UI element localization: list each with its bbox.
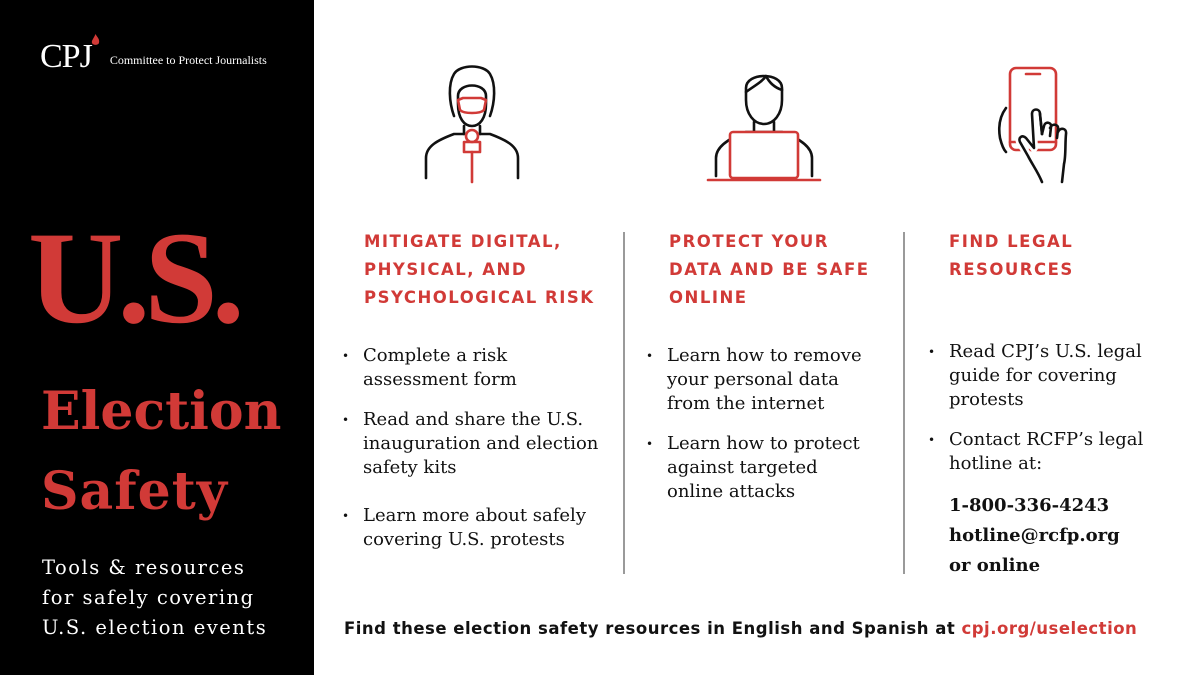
footer <box>344 617 1137 641</box>
list-item-targeted-attacks[interactable] <box>646 432 862 504</box>
heading-line: ONLINE <box>669 288 748 307</box>
list-item-line: • Contact RCFP’s legal <box>949 429 1144 450</box>
list-item-line: • Read and share the U.S. <box>363 409 584 430</box>
hotline-phone[interactable]: 1-800-336-4243 <box>949 495 1110 516</box>
heading-line: DATA AND BE SAFE <box>669 260 870 279</box>
footer-text: Find these election safety resources in English and Spanish at <box>344 619 962 638</box>
list-mitigate-risk <box>342 344 598 552</box>
column-divider <box>623 232 625 574</box>
list-item-line: from the internet <box>667 393 825 414</box>
logo-mark-text: CPJ <box>40 38 92 75</box>
list-item-covering-protests[interactable] <box>342 504 598 552</box>
hero-safety: Safety <box>41 461 228 522</box>
heading-line: PHYSICAL, AND <box>364 260 528 279</box>
column-divider <box>903 232 905 574</box>
tagline-line: for safely covering <box>42 586 255 609</box>
list-item-remove-data[interactable] <box>646 344 862 416</box>
list-item-line: online attacks <box>667 481 796 502</box>
cpj-logo[interactable] <box>40 40 267 74</box>
list-item-line: safety kits <box>363 457 457 478</box>
list-item-line: • Learn how to remove <box>667 345 862 366</box>
list-protect-data <box>646 344 862 504</box>
list-item-safety-kits[interactable] <box>342 408 598 480</box>
list-item-line: covering U.S. protests <box>363 529 565 550</box>
heading-line: MITIGATE DIGITAL, <box>364 232 562 251</box>
list-item-line: assessment form <box>363 369 517 390</box>
list-item-line: hotline at: <box>949 453 1043 474</box>
list-item-line: inauguration and election <box>363 433 599 454</box>
tagline-line: U.S. election events <box>42 616 268 639</box>
list-item-risk-assessment[interactable] <box>342 344 598 392</box>
list-item-line: your personal data <box>667 369 839 390</box>
hero-us: U.S. <box>28 204 239 351</box>
heading-line: FIND LEGAL <box>949 232 1074 251</box>
list-item-line: • Learn how to protect <box>667 433 860 454</box>
list-item-line: guide for covering <box>949 365 1117 386</box>
left-panel <box>0 0 314 675</box>
list-item-line: • Learn more about safely <box>363 505 586 526</box>
journalist-microphone-icon <box>420 62 524 186</box>
list-item-line: against targeted <box>667 457 818 478</box>
list-item-line: protests <box>949 389 1024 410</box>
footer-link[interactable]: cpj.org/uselection <box>961 619 1138 638</box>
heading-line: PROTECT YOUR <box>669 232 829 251</box>
heading-line: RESOURCES <box>949 260 1074 279</box>
person-laptop-icon <box>706 66 822 186</box>
heading-legal-resources <box>949 228 1074 284</box>
hotline-contact <box>949 491 1120 581</box>
heading-line: PSYCHOLOGICAL RISK <box>364 288 595 307</box>
list-item-line: • Read CPJ’s U.S. legal <box>949 341 1142 362</box>
hotline-online[interactable]: or online <box>949 555 1041 576</box>
tagline-line: Tools & resources <box>42 556 246 579</box>
tagline <box>42 553 292 643</box>
flame-icon <box>91 34 100 46</box>
logo-mark <box>40 40 92 74</box>
list-legal-resources <box>928 340 1143 476</box>
hero-election: Election <box>41 381 282 442</box>
heading-protect-data <box>669 228 869 312</box>
list-item-line: • Complete a risk <box>363 345 508 366</box>
heading-mitigate-risk <box>364 228 595 312</box>
org-name: Committee to Protect Journalists <box>109 53 267 67</box>
hand-phone-icon <box>992 64 1096 186</box>
list-item-legal-guide[interactable] <box>928 340 1143 412</box>
hotline-email[interactable]: hotline@rcfp.org <box>949 525 1120 546</box>
list-item-rcfp-hotline <box>928 428 1143 476</box>
